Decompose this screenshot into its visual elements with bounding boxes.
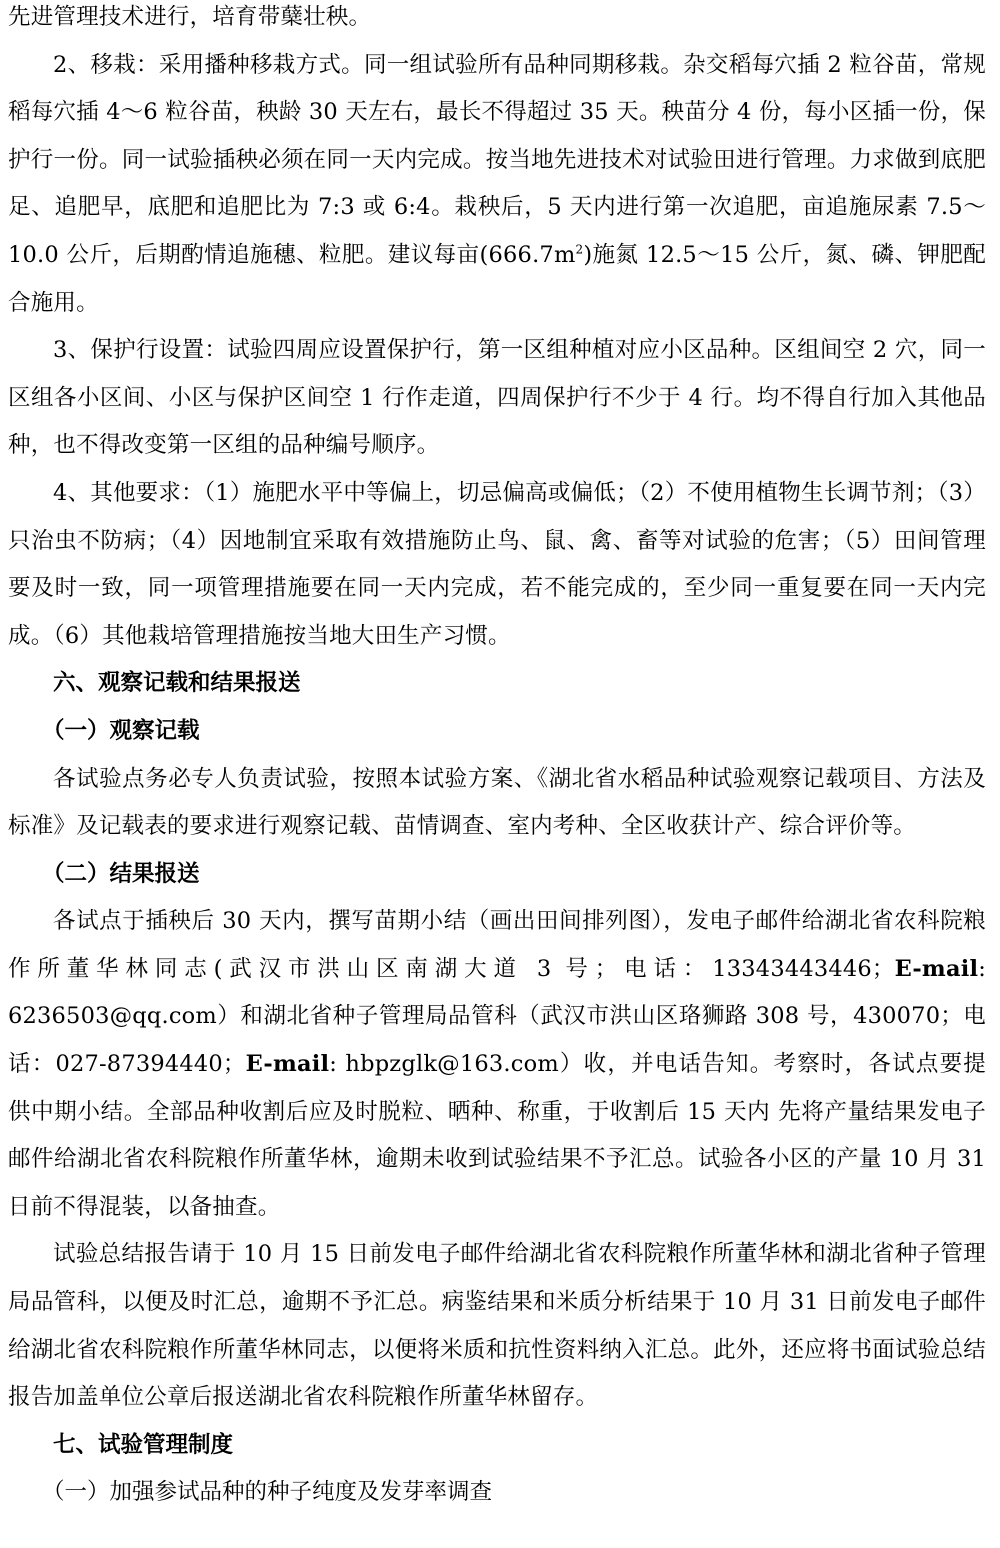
paragraph-seedling-tail <box>8 0 986 42</box>
paragraph-report <box>8 898 986 1231</box>
section-heading-management: 七、试验管理制度 <box>53 1431 234 1458</box>
paragraph-transplanting-tail: )施氮 12.5～15 公斤，氮、磷、钾肥配合施用。 <box>8 241 986 316</box>
subheading-observation-record: （一）观察记载 <box>42 717 200 744</box>
subheading-seed-purity: （一）加强参试品种的种子纯度及发芽率调查 <box>42 1479 493 1506</box>
paragraph-report-text-a: 各试点于插秧后 30 天内，撰写苗期小结（画出田间排列图），发电子邮件给湖北省农科院粮作所董华林同志(武汉市洪山区南湖大道 3 号；电话：13343443446； <box>8 908 986 982</box>
subheading-result-report: （二）结果报送 <box>42 860 200 887</box>
paragraph-report-text-b: : 6236503@qq.com）和湖北省种子管理局品管科（武汉市洪山区珞狮路 308 号，430070；电话：027-87394440； <box>8 955 986 1078</box>
paragraph-other-requirements <box>8 470 986 660</box>
superscript-squared: 2 <box>575 242 584 257</box>
email-label-2: E-mail <box>245 1051 330 1078</box>
paragraph-guard-rows <box>8 327 986 470</box>
section-heading-observation: 六、观察记载和结果报送 <box>53 670 301 697</box>
paragraph-report-text-c: : hbpzglk@163.com）收，并电话告知。考察时，各试点要提供中期小结。全部品种收割后应及时脱粒、晒种、称重，于收割后 15 天内 先将产量结果发电子邮件给湖北省农科院粮作所董华林，逾期未收到试验结果不予汇总。试验各小区的产量 10 月 31 日前不得混装，以备抽查。 <box>8 1051 986 1220</box>
email-label-1: E-mail <box>894 955 979 982</box>
paragraph-seedling-tail-text: 先进管理技术进行，培育带蘖壮秧。 <box>8 4 372 30</box>
paragraph-observation-text: 各试验点务必专人负责试验，按照本试验方案、《湖北省水稻品种试验观察记载项目、方法及标准》及记载表的要求进行观察记载、苗情调查、室内考种、全区收获计产、综合评价等。 <box>8 765 986 840</box>
paragraph-summary-report <box>8 1231 986 1421</box>
paragraph-summary-report-text: 试验总结报告请于 10 月 15 日前发电子邮件给湖北省农科院粮作所董华林和湖北省种子管理局品管科，以便及时汇总，逾期不予汇总。病鉴结果和米质分析结果于 10 月 31 日前发电子邮件给湖北省农科院粮作所董华林同志，以便将米质和抗性资料纳入汇总。此外，还应将书面试验总结报告加盖单位公章后报送湖北省农科院粮作所董华林留存。 <box>8 1241 986 1411</box>
paragraph-observation <box>8 756 986 851</box>
paragraph-other-requirements-text: 4、其他要求：（1）施肥水平中等偏上，切忌偏高或偏低；（2）不使用植物生长调节剂；（3）只治虫不防病；（4）因地制宜采取有效措施防止鸟、鼠、禽、畜等对试验的危害；（5）田间管理要及时一致，同一项管理措施要在同一天内完成，若不能完成的，至少同一重复要在同一天内完成。（6）其他栽培管理措施按当地大田生产习惯。 <box>8 479 986 649</box>
paragraph-guard-rows-text: 3、保护行设置：试验四周应设置保护行，第一区组种植对应小区品种。区组间空 2 穴，同一区组各小区间、小区与保护区间空 1 行作走道，四周保护行不少于 4 行。均不得自行加入其他品种，也不得改变第一区组的品种编号顺序。 <box>8 337 986 459</box>
paragraph-transplanting <box>8 42 986 328</box>
paragraph-transplanting-text: 2、移栽：采用播种移栽方式。同一组试验所有品种同期移栽。杂交稻每穴插 2 粒谷苗，常规稻每穴插 4～6 粒谷苗，秧龄 30 天左右，最长不得超过 35 天。秧苗分 4 份，每小区插一份，保护行一份。同一试验插秧必须在同一天内完成。按当地先进技术对试验田进行管理。力求做到底肥足、追肥早，底肥和追肥比为 7:3 或 6:4。栽秧后，5 天内进行第一次追肥，亩追施尿素 7.5～10.0 公斤，后期酌情追施穗、粒肥。建议每亩(666.7m <box>8 51 986 268</box>
